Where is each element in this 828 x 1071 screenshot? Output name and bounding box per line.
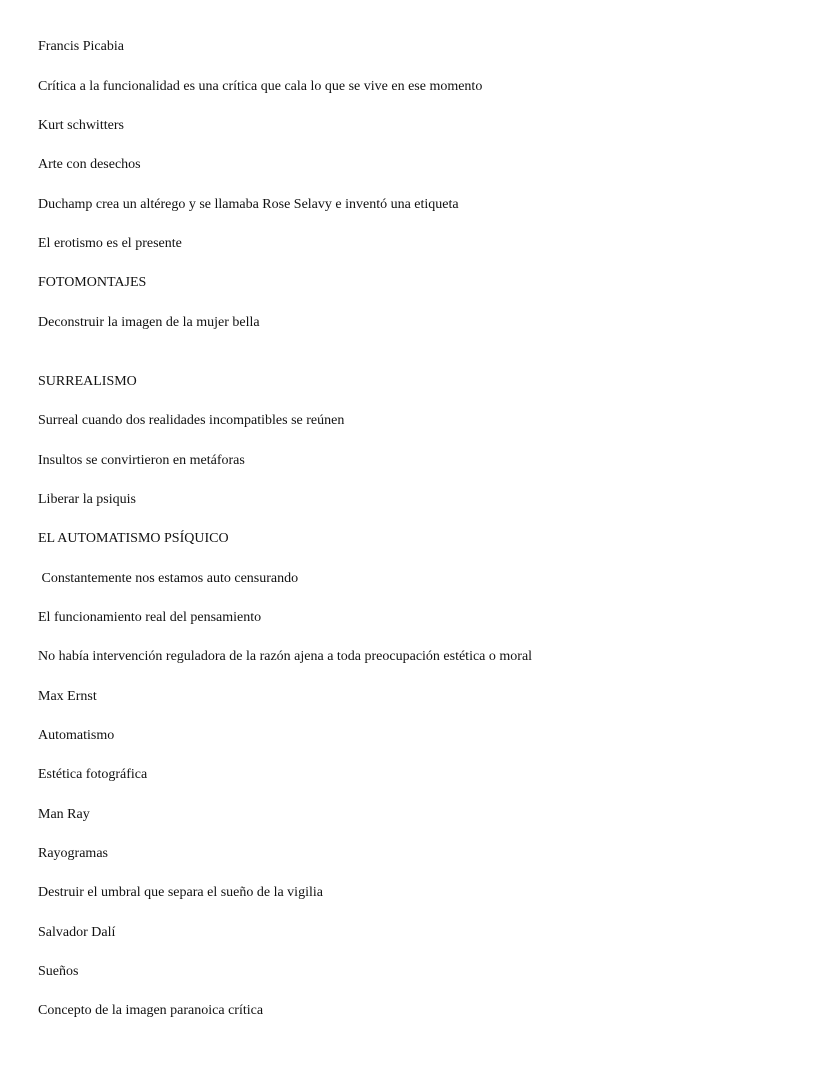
text-line: Constantemente nos estamos auto censurando	[38, 571, 299, 586]
text-line: Francis Picabia	[38, 39, 124, 54]
text-line: Sueños	[38, 964, 79, 979]
text-line: Arte con desechos	[38, 157, 141, 172]
section-heading: SURREALISMO	[38, 374, 137, 389]
text-line: Rayogramas	[38, 846, 108, 861]
text-line: Crítica a la funcionalidad es una crítica que cala lo que se vive en ese momento	[38, 79, 483, 94]
text-line: Surreal cuando dos realidades incompatibles se reúnen	[38, 413, 345, 428]
text-line: Concepto de la imagen paranoica crítica	[38, 1003, 264, 1018]
text-line: Estética fotográfica	[38, 767, 148, 782]
text-line: Max Ernst	[38, 689, 97, 704]
text-line: Automatismo	[38, 728, 115, 743]
section-heading: EL AUTOMATISMO PSÍQUICO	[38, 531, 229, 546]
text-line: Liberar la psiquis	[38, 492, 136, 507]
text-line: Salvador Dalí	[38, 925, 116, 940]
text-line: Man Ray	[38, 807, 90, 822]
text-line: El funcionamiento real del pensamiento	[38, 610, 262, 625]
text-line: Insultos se convirtieron en metáforas	[38, 453, 245, 468]
text-line: Duchamp crea un altérego y se llamaba Rose Selavy e inventó una etiqueta	[38, 197, 459, 212]
text-line: Destruir el umbral que separa el sueño de la vigilia	[38, 885, 323, 900]
section-heading: FOTOMONTAJES	[38, 275, 147, 290]
text-line: No había intervención reguladora de la razón ajena a toda preocupación estética o moral	[38, 649, 533, 664]
text-line: El erotismo es el presente	[38, 236, 182, 251]
text-line: Deconstruir la imagen de la mujer bella	[38, 315, 260, 330]
text-line: Kurt schwitters	[38, 118, 124, 133]
